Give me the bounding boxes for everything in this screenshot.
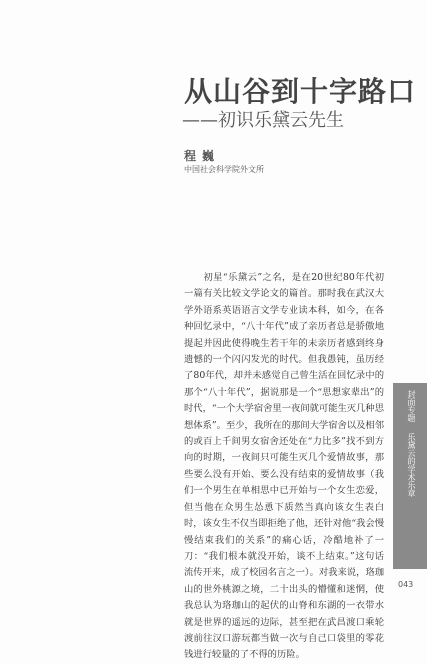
section-label: 封面专题	[407, 390, 416, 422]
body-paragraph: 初星“乐黛云”之名，是在20世纪80年代初一篇有关比较文学论文的篇首。那时我在武汉大学外语系英语语言文学专业读本科，如今，在各种回忆录中，“八十年代”成了亲历者总是骄傲地提起并因此使得晚生若干年的未亲历者感到终身遗憾的一个闪闪发光的时代。但我愚钝，虽历经了80年代，却并未感觉自己曾生活在回忆录中的那个“八十年代”，据说那是一个“思想家辈出”的时代，“一个大学宿舍里一夜间就可能生灭几种思想体系”。至少，我所在的那间大学宿舍以及相邻的或百上千间男女宿舍还处在“力比多”找不到方向的时期，一夜间只可能生灭几个爱情故事，那些要么没有开始、要么没有结束的爱情故事（我们一个男生在单相思中已开始与一个女生恋爱，但当他在众男生怂恿下质然当真向该女生表白时，该女生不仅当即拒绝了他，还针对他“我会慢慢结束我们的关系”的痛心话，冷酷地补了一刀：“我们根本就没开始，谈不上结束。”这句话流传开来，成了校园名言之一）。对我来说，珞珈山的世外桃源之境，二十出头的懵懂和迷惘，使我总认为珞珈山的起伏的山脊和东湖的一衣带水就是世界的遥远的边际，甚至把在武昌渡口乘轮渡前往汉口游玩都当做一次与自己口袋里的零花钱进行较量的了不得的历险。	[184, 272, 384, 661]
article-title: 从山谷到十字路口	[184, 75, 417, 108]
article-subtitle: ——初识乐黛云先生	[182, 110, 344, 131]
side-label	[404, 390, 416, 505]
author-affiliation: 中国社会科学院外文所	[184, 165, 264, 174]
topic-label: 乐黛云的学术乐章	[407, 432, 416, 497]
article-body	[184, 270, 384, 664]
author-name: 程巍	[184, 149, 221, 163]
page-number: 043	[398, 580, 414, 589]
